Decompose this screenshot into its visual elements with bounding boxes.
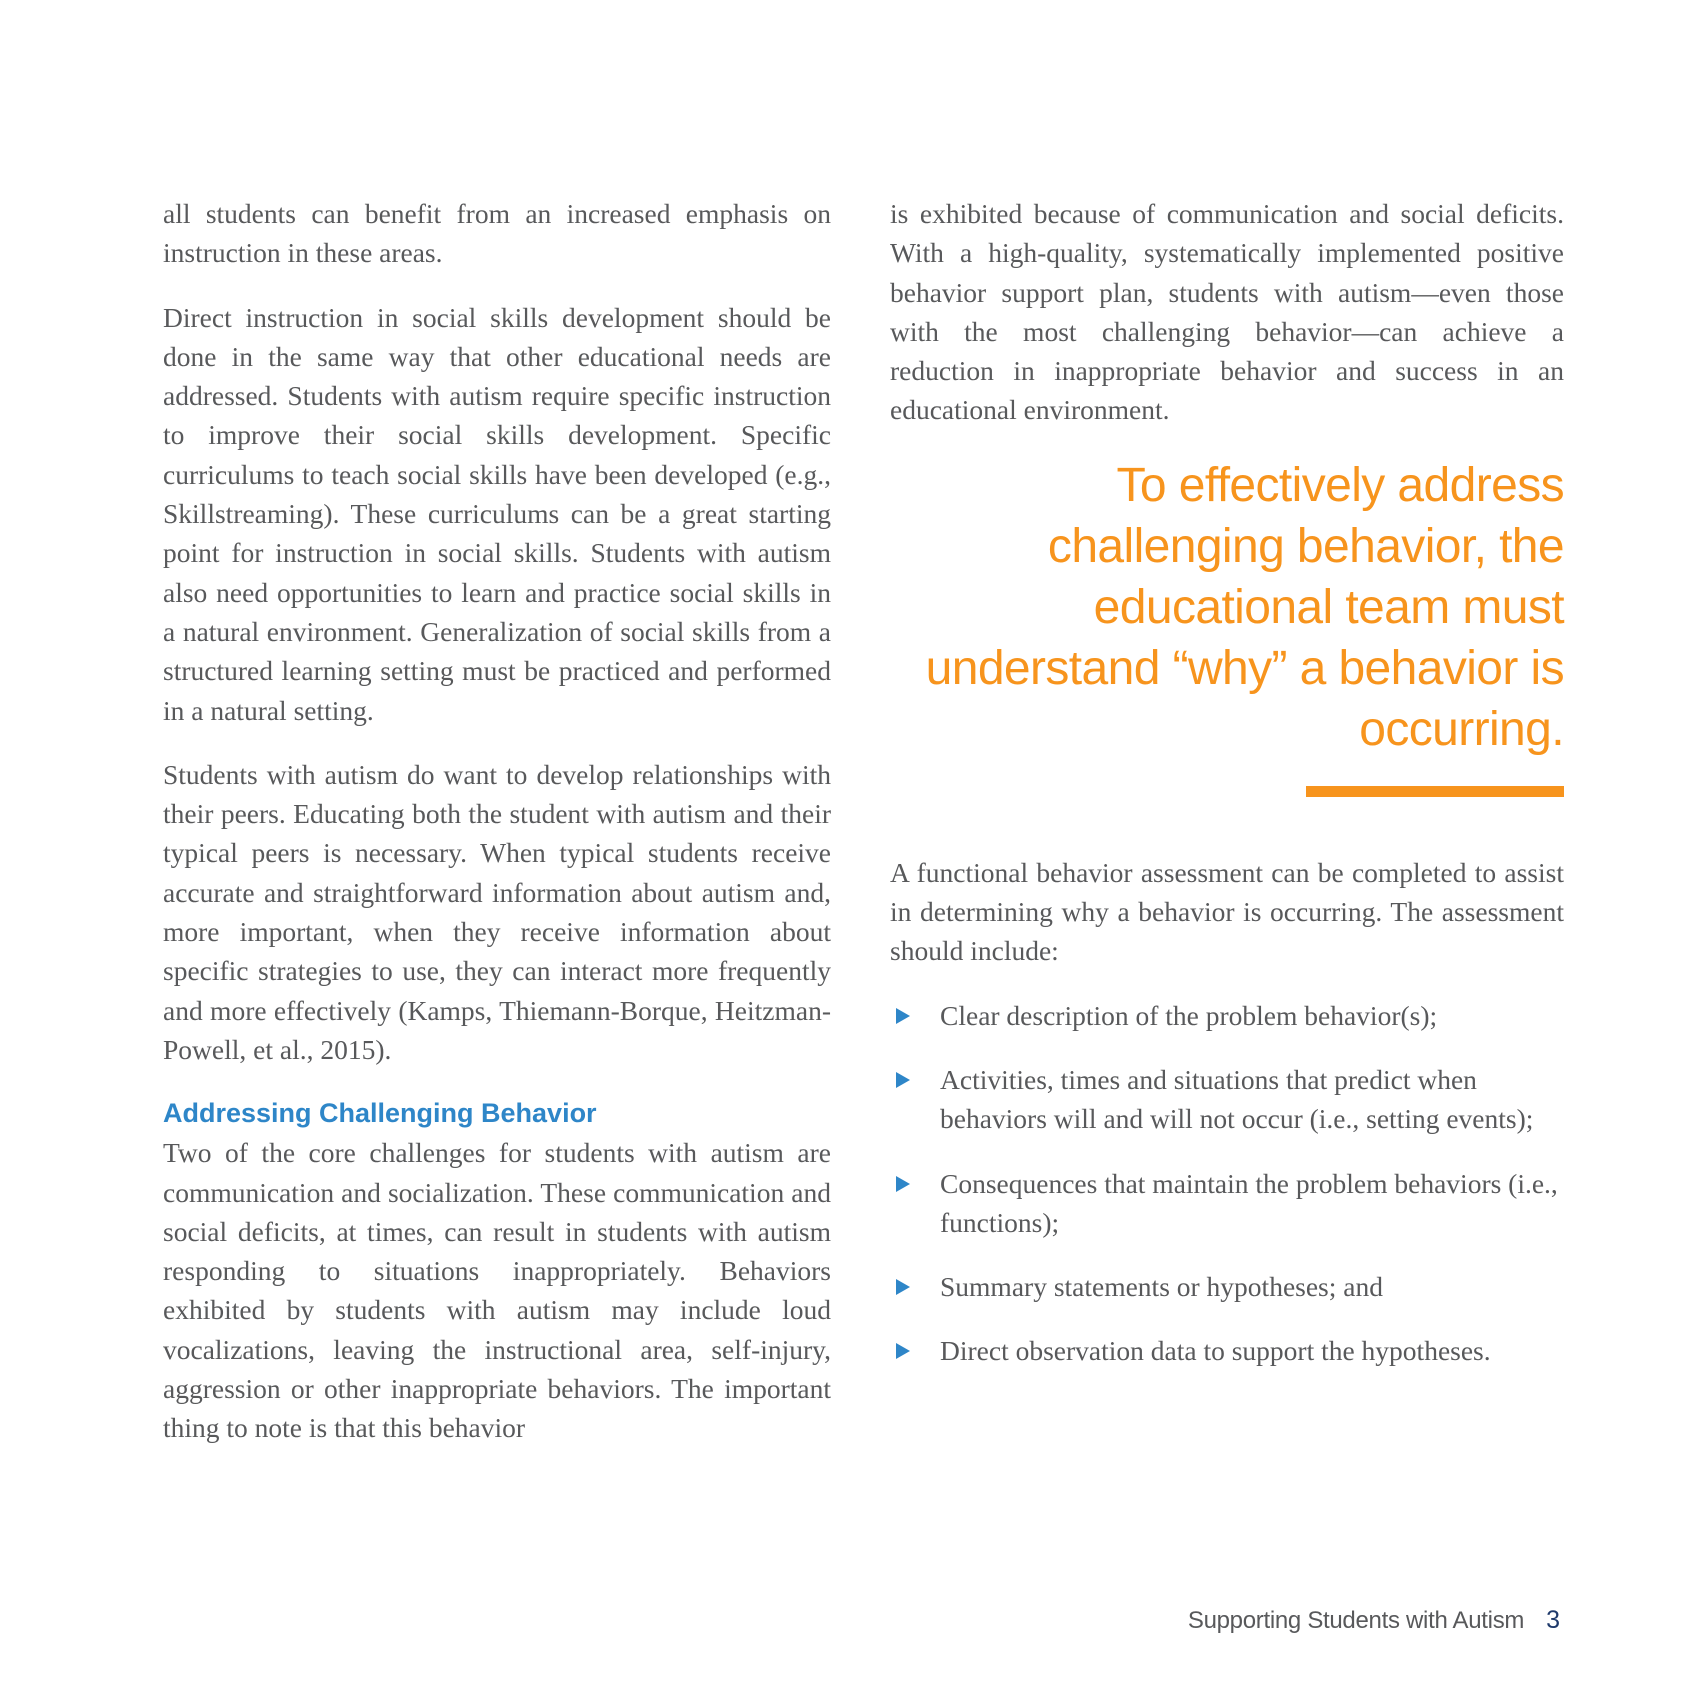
footer-title: Supporting Students with Autism bbox=[1187, 1607, 1525, 1634]
right-column bbox=[890, 194, 1564, 1396]
page-number: 3 bbox=[1546, 1606, 1560, 1634]
list-item-text: Activities, times and situations that predict when behaviors will and will not occur (i.e., setting events); bbox=[940, 1063, 1534, 1135]
list-item bbox=[890, 1164, 1564, 1243]
body-paragraph-3: Students with autism do want to develop relationships with their peers. Educating both the student with autism and their typical peers is necessary. When typical students receive accurate and straightforward information about autism and, more important, when they receive information about specific strategies to use, they can interact more frequently and more effectively (Kamps, Thiemann-Borque, Heitzman-Powell, et al., 2015). bbox=[163, 758, 831, 1065]
body-paragraph-continued: is exhibited because of communication and social deficits. With a high-quality, systematically implemented positive behavior support plan, students with autism—even those with the most challenging behavior—can achieve a reduction in inappropriate behavior and success in an educational environment. bbox=[890, 198, 1564, 426]
triangle-bullet-icon bbox=[896, 1008, 910, 1024]
triangle-bullet-icon bbox=[896, 1279, 910, 1295]
list-item-text: Direct observation data to support the hypotheses. bbox=[940, 1335, 1491, 1367]
list-item bbox=[890, 1267, 1564, 1306]
list-item bbox=[890, 1331, 1564, 1370]
triangle-bullet-icon bbox=[896, 1176, 910, 1192]
assessment-list bbox=[890, 996, 1564, 1371]
triangle-bullet-icon bbox=[896, 1343, 910, 1359]
list-item-text: Consequences that maintain the problem behaviors (i.e., functions); bbox=[940, 1167, 1558, 1238]
page-footer bbox=[1188, 1605, 1560, 1636]
body-paragraph-4: Two of the core challenges for students with autism are communication and socialization. These communication and social deficits, at times, can result in students with autism responding to situations inappropriately. Behaviors exhibited by students with autism may include loud vocalizations, leaving the instructional area, self-injury, aggression or other inappropriate behaviors. The important thing to note is that this behavior bbox=[163, 1137, 831, 1444]
left-column bbox=[163, 194, 831, 1473]
assessment-intro: A functional behavior assessment can be completed to assist in determining why a behavior is occurring. The assessment should include: bbox=[890, 856, 1564, 967]
section-heading: Addressing Challenging Behavior bbox=[163, 1098, 597, 1129]
list-item-text: Clear description of the problem behavior(s); bbox=[940, 999, 1438, 1031]
list-item bbox=[890, 1060, 1564, 1139]
list-item-text: Summary statements or hypotheses; and bbox=[940, 1271, 1383, 1303]
triangle-bullet-icon bbox=[896, 1072, 910, 1088]
pull-quote: To effectively address challenging behavior, the educational team must understand “why” a behavior is occurring. bbox=[925, 458, 1564, 756]
body-paragraph-1: all students can benefit from an increased emphasis on instruction in these areas. bbox=[163, 198, 831, 269]
body-paragraph-2: Direct instruction in social skills development should be done in the same way that other educational needs are addressed. Students with autism require specific instruction to improve their social skills development. Specific curriculums to teach social skills have been developed (e.g., Skillstreaming). These curriculums can be a great starting point for instruction in social skills. Students with autism also need opportunities to learn and practice social skills in a natural environment. Generalization of social skills from a structured learning setting must be practiced and performed in a natural setting. bbox=[163, 301, 831, 726]
pull-quote-rule bbox=[1306, 786, 1564, 797]
list-item bbox=[890, 996, 1564, 1035]
